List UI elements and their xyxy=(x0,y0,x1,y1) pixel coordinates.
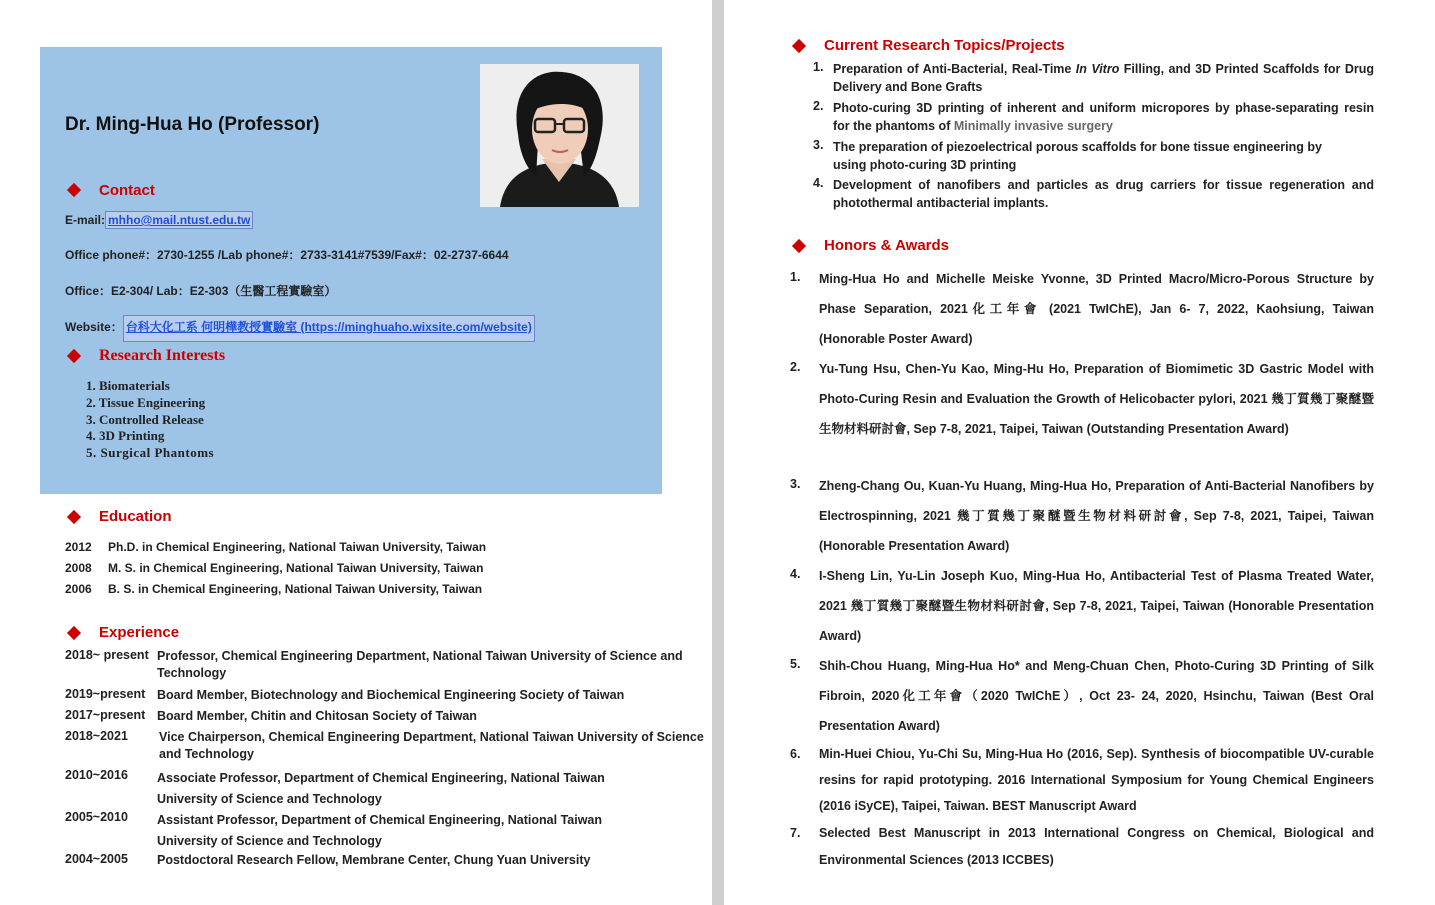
experience-year: 2018~ present xyxy=(65,648,149,662)
research-topic-number: 3. xyxy=(813,138,824,152)
research-topic-item xyxy=(813,138,1374,174)
research-topic-text: Preparation of Anti-Bacterial, Real-Time In Vitro Filling, and 3D Printed Scaffolds for Drug Delivery and Bone Grafts xyxy=(833,62,1375,94)
research-interest-item: 4. 3D Printing xyxy=(86,428,165,443)
award-number: 1. xyxy=(790,270,801,284)
experience-year: 2010~2016 xyxy=(65,768,128,782)
research-topic-item xyxy=(813,176,1374,212)
award-text: Zheng-Chang Ou, Kuan-Yu Huang, Ming-Hua Ho, Preparation of Anti-Bacterial Nanofibers by Electrospinning, 2021 幾丁質幾丁聚醚暨生物材料研討會, Sep 7-8, 2021, Taipei, Taiwan (Honorable Presentation Award) xyxy=(819,479,1374,553)
education-year: 2006 xyxy=(65,582,92,596)
email-row xyxy=(65,211,253,229)
research-topic-number: 4. xyxy=(813,176,824,190)
research-topic-text: Photo-curing 3D printing of inherent and uniform micropores by phase-separating resin for the phantoms of Minimally invasive surgery xyxy=(833,101,1374,133)
experience-text: Associate Professor, Department of Chemical Engineering, National Taiwan University of Science and Technology xyxy=(157,771,605,806)
experience-text: Postdoctoral Research Fellow, Membrane Center, Chung Yuan University xyxy=(157,853,591,867)
education-text: Ph.D. in Chemical Engineering, National Taiwan University, Taiwan xyxy=(108,540,487,554)
research-interests-heading: Research Interests xyxy=(99,347,226,364)
education-text: M. S. in Chemical Engineering, National Taiwan University, Taiwan xyxy=(108,561,484,575)
education-row xyxy=(65,582,482,596)
honors-heading: Honors & Awards xyxy=(824,237,950,254)
experience-year: 2005~2010 xyxy=(65,810,128,824)
award-text: Shih-Chou Huang, Ming-Hua Ho* and Meng-Chuan Chen, Photo-Curing 3D Printing of Silk Fibroin, 2020化工年會（2020 TwIChE）, Oct 23- 24, 2020, Hsinchu, Taiwan (Best Oral Presentation Award) xyxy=(819,659,1374,733)
education-row xyxy=(65,561,483,575)
award-text: Yu-Tung Hsu, Chen-Yu Kao, Ming-Hu Ho, Preparation of Biomimetic 3D Gastric Model with Photo-Curing Resin and Evaluation the Growth of Helicobacter pylori, 2021 幾丁質幾丁聚醚暨生物材料研討會, Sep 7-8, 2021, Taipei, Taiwan (Outstanding Presentation Award) xyxy=(819,362,1374,436)
education-year: 2008 xyxy=(65,561,92,575)
email-link-box xyxy=(105,211,253,229)
research-topic-item xyxy=(813,60,1375,96)
website-row xyxy=(65,315,535,342)
award-number: 4. xyxy=(790,567,801,581)
research-topic-number: 2. xyxy=(813,99,824,113)
profile-photo xyxy=(480,64,639,207)
cv-name: Dr. Ming-Hua Ho (Professor) xyxy=(65,114,320,135)
phone-line: Office phone#：2730-1255 /Lab phone#：2733-3141#7539/Fax#：02-2737-6644 xyxy=(65,248,509,262)
email-label: E-mail: xyxy=(65,213,106,227)
page-gutter xyxy=(712,0,724,905)
award-number: 3. xyxy=(790,477,801,491)
experience-text: Vice Chairperson, Chemical Engineering Department, National Taiwan University of Science and Technology xyxy=(159,730,704,761)
research-topics-heading: Current Research Topics/Projects xyxy=(824,37,1065,54)
research-topic-text: The preparation of piezoelectrical porous scaffolds for bone tissue engineering by using photo-curing 3D printing xyxy=(833,140,1322,172)
award-text: Min-Huei Chiou, Yu-Chi Su, Ming-Hua Ho (2016, Sep). Synthesis of biocompatible UV-curable resins for rapid prototyping. 2016 International Symposium for Young Chemical Engineers (2016 iSyCE), Taipei, Taiwan. BEST Manuscript Award xyxy=(819,747,1374,813)
research-interest-item: 1. Biomaterials xyxy=(86,378,170,393)
research-interest-item: 3. Controlled Release xyxy=(86,412,204,427)
education-row xyxy=(65,540,486,554)
award-text: I-Sheng Lin, Yu-Lin Joseph Kuo, Ming-Hua Ho, Antibacterial Test of Plasma Treated Water, 2021 幾丁質幾丁聚醚暨生物材料研討會, Sep 7-8, 2021, Taipei, Taiwan (Honorable Presentation Award) xyxy=(819,569,1374,643)
experience-heading: Experience xyxy=(99,624,180,641)
experience-text: Professor, Chemical Engineering Department, National Taiwan University of Science and Technology xyxy=(157,649,683,680)
research-interest-item: 2. Tissue Engineering xyxy=(86,395,206,410)
award-text: Ming-Hua Ho and Michelle Meiske Yvonne, 3D Printed Macro/Micro-Porous Structure by Phase Separation, 2021化工年會 (2021 TwIChE), Jan 6- 7, 2022, Kaohsiung, Taiwan (Honorable Poster Award) xyxy=(819,272,1374,346)
research-interest-item: 5. Surgical Phantoms xyxy=(86,445,215,460)
award-text: Selected Best Manuscript in 2013 International Congress on Chemical, Biological and Environmental Sciences (2013 ICCBES) xyxy=(819,826,1374,867)
experience-text: Assistant Professor, Department of Chemical Engineering, National Taiwan University of Science and Technology xyxy=(157,813,603,848)
contact-heading: Contact xyxy=(99,182,155,199)
experience-text: Board Member, Chitin and Chitosan Society of Taiwan xyxy=(157,709,477,723)
email-link[interactable]: mhho@mail.ntust.edu.tw xyxy=(108,213,251,227)
award-number: 5. xyxy=(790,657,801,671)
website-link-box xyxy=(123,315,535,342)
experience-year: 2019~present xyxy=(65,687,146,701)
education-text: B. S. in Chemical Engineering, National Taiwan University, Taiwan xyxy=(108,582,483,596)
experience-year: 2017~present xyxy=(65,708,146,722)
office-line: Office：E2-304/ Lab：E2-303（生醫工程實驗室） xyxy=(65,284,337,298)
award-number: 6. xyxy=(790,747,801,761)
research-topic-item xyxy=(813,99,1374,135)
website-label: Website： xyxy=(65,320,123,334)
education-year: 2012 xyxy=(65,540,92,554)
award-number: 2. xyxy=(790,360,801,374)
experience-text: Board Member, Biotechnology and Biochemical Engineering Society of Taiwan xyxy=(157,688,625,702)
education-heading: Education xyxy=(99,508,172,525)
research-topic-number: 1. xyxy=(813,60,824,74)
award-number: 7. xyxy=(790,826,801,840)
website-link[interactable]: 台科大化工系 何明樺教授實驗室 (https://minghuaho.wixsite.com/website) xyxy=(125,320,532,334)
experience-year: 2018~2021 xyxy=(65,729,128,743)
experience-year: 2004~2005 xyxy=(65,852,128,866)
research-topic-text: Development of nanofibers and particles as drug carriers for tissue regeneration and photothermal antibacterial implants. xyxy=(833,178,1374,210)
